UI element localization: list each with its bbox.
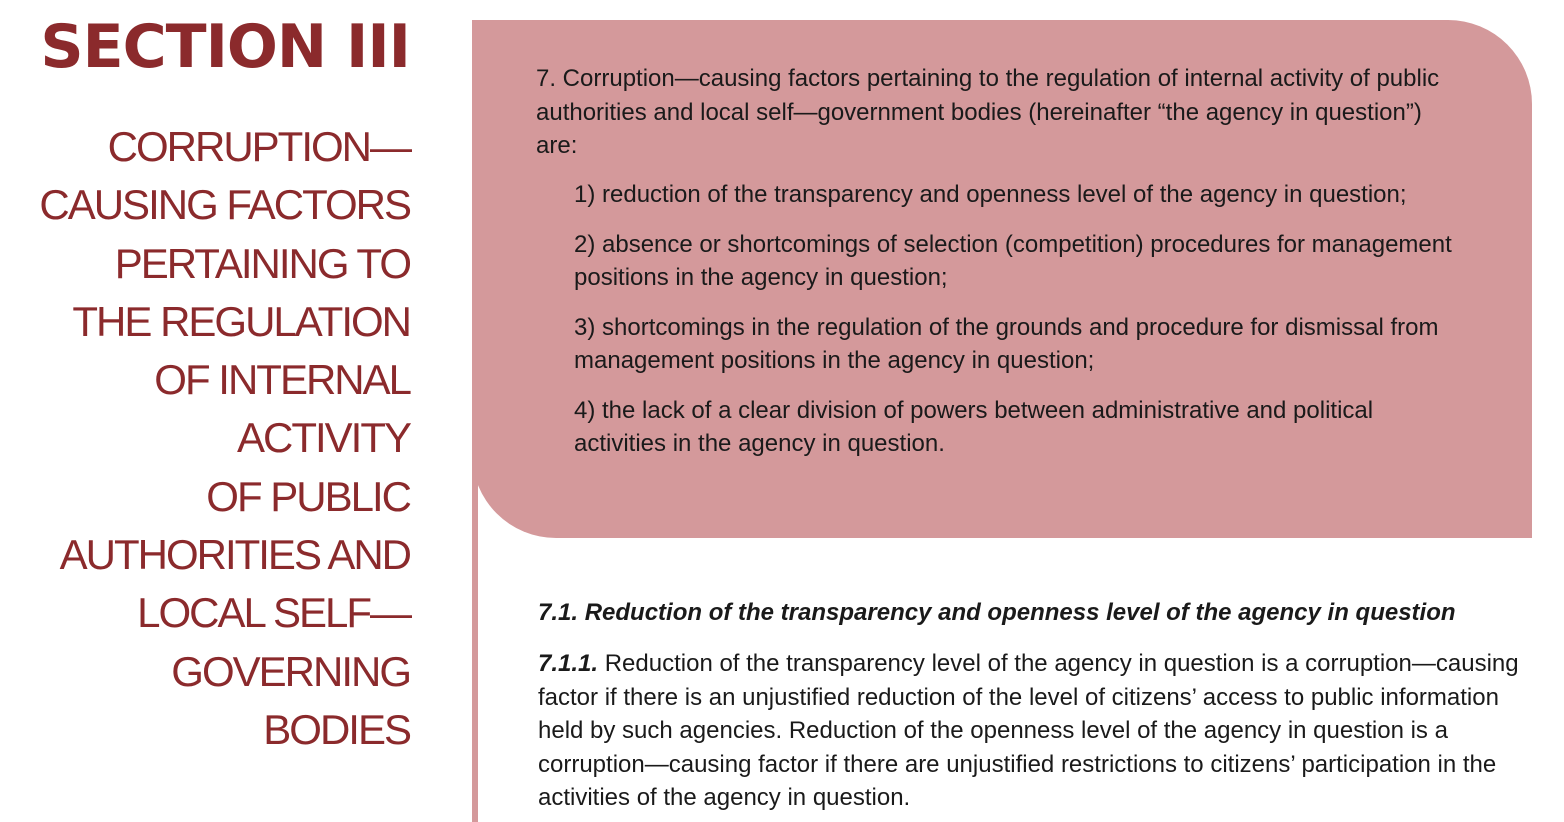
callout-list bbox=[574, 178, 1454, 477]
list-item: 2) absence or shortcomings of selection (competition) procedures for management positions in the agency in question; bbox=[574, 230, 1452, 291]
paragraph-number: 7.1.1. bbox=[538, 650, 599, 677]
subsection-heading: 7.1. Reduction of the transparency and openness level of the agency in question bbox=[538, 599, 1456, 626]
section-title-line: CAUSING FACTORS bbox=[39, 181, 410, 229]
section-title-line: AUTHORITIES AND bbox=[59, 531, 410, 579]
section-title-line: THE REGULATION bbox=[72, 297, 410, 345]
body-paragraph bbox=[538, 647, 1538, 815]
section-title-line: CORRUPTION— bbox=[107, 123, 410, 170]
section-title-line: LOCAL SELF— bbox=[137, 589, 410, 637]
section-title-line: OF PUBLIC bbox=[206, 472, 410, 520]
list-item: 3) shortcomings in the regulation of the grounds and procedure for dismissal from management positions in the agency in question; bbox=[574, 313, 1439, 374]
list-item: 4) the lack of a clear division of powers between administrative and political activities in the agency in question. bbox=[574, 396, 1374, 457]
list-item: 1) reduction of the transparency and openness level of the agency in question; bbox=[574, 181, 1407, 208]
section-header bbox=[0, 0, 410, 822]
callout-intro: 7. Corruption—causing factors pertaining to the regulation of internal activity of public authorities and local self—government bodies (hereinafter “the agency in question”) are: bbox=[536, 65, 1440, 159]
paragraph-text: Reduction of the transparency level of the agency in question is a corruption—causing factor if there is an unjustified reduction of the level of citizens’ access to public information held by such agencies. Reduction of the openness level of the agency in question is a corruption—causing factor if there are unjustified restrictions to citizens’ participation in the activities of the agency in question. bbox=[538, 650, 1519, 811]
section-title-line: BODIES bbox=[263, 705, 410, 753]
section-title-line: GOVERNING bbox=[171, 647, 410, 695]
section-title-line: PERTAINING TO bbox=[114, 239, 410, 287]
section-title-line: ACTIVITY bbox=[236, 414, 410, 462]
section-label: SECTION III bbox=[40, 12, 410, 82]
callout-box bbox=[472, 20, 1532, 538]
section-title bbox=[39, 118, 410, 759]
section-title-line: OF INTERNAL bbox=[154, 356, 410, 404]
